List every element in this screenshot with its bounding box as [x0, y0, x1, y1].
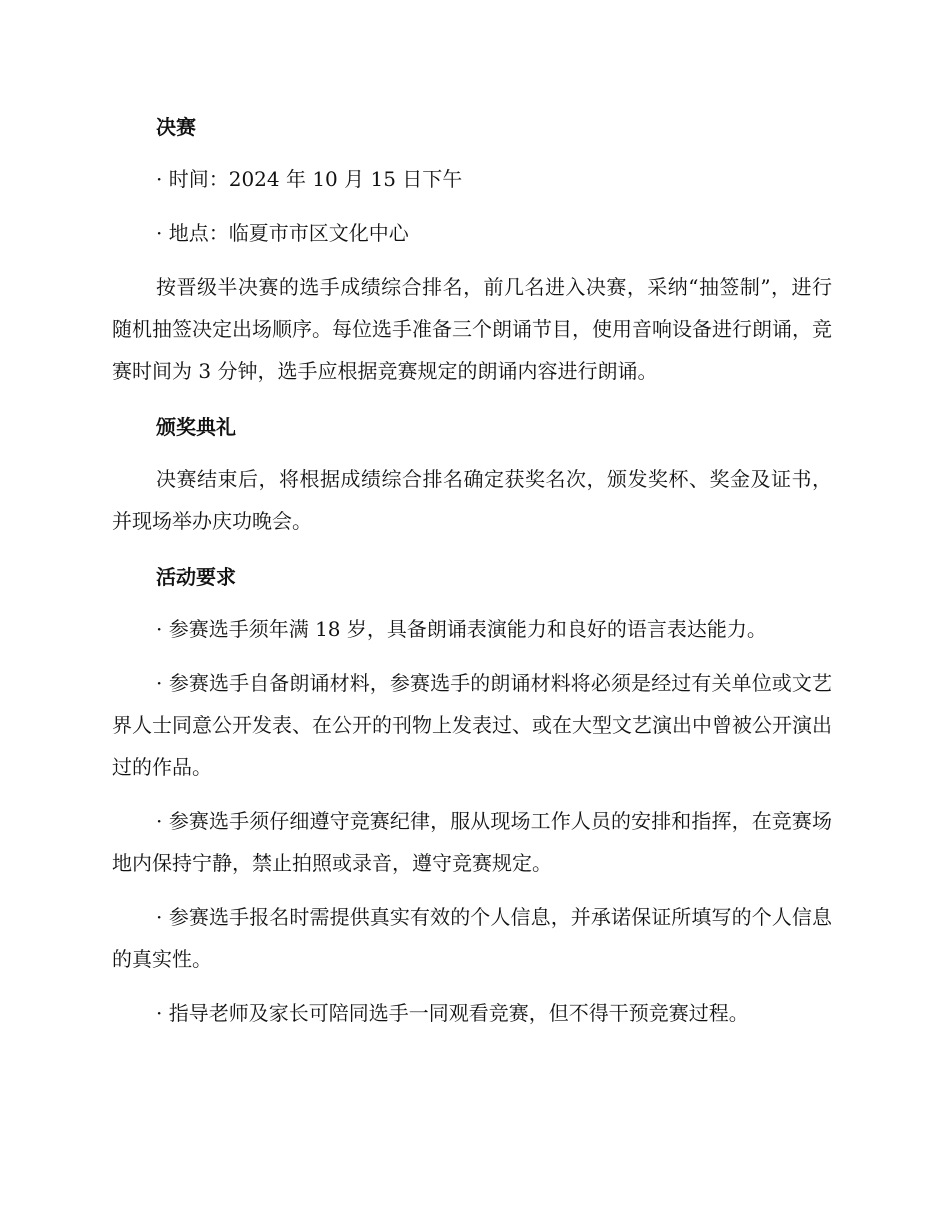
award-description: 决赛结束后，将根据成绩综合排名确定获奖名次，颁发奖杯、奖金及证书，并现场举办庆功晚会。 — [112, 467, 832, 533]
requirement-item: · 参赛选手报名时需提供真实有效的个人信息，并承诺保证所填写的个人信息的真实性。 — [112, 905, 832, 971]
section-heading-final: 决赛 — [156, 115, 196, 139]
requirement-item: · 参赛选手须年满 18 岁，具备朗诵表演能力和良好的语言表达能力。 — [156, 617, 767, 641]
requirement-item: · 参赛选手自备朗诵材料，参赛选手的朗诵材料将必须是经过有关单位或文艺界人士同意公开发表、在公开的刊物上发表过、或在大型文艺演出中曾被公开演出过的作品。 — [112, 671, 832, 779]
section-heading-requirements: 活动要求 — [156, 565, 236, 589]
final-time: · 时间：2024 年 10 月 15 日下午 — [156, 167, 463, 191]
section-heading-award: 颁奖典礼 — [156, 415, 236, 439]
final-description: 按晋级半决赛的选手成绩综合排名，前几名进入决赛，采纳“抽签制”，进行随机抽签决定出场顺序。每位选手准备三个朗诵节目，使用音响设备进行朗诵，竞赛时间为 3 分钟，选手应根据竞赛规定的朗诵内容进行朗诵。 — [112, 275, 832, 383]
document-body — [112, 104, 832, 1046]
requirement-item: · 指导老师及家长可陪同选手一同观看竞赛，但不得干预竞赛过程。 — [156, 1001, 749, 1025]
requirement-item: · 参赛选手须仔细遵守竞赛纪律，服从现场工作人员的安排和指挥，在竞赛场地内保持宁静，禁止拍照或录音，遵守竞赛规定。 — [112, 809, 832, 875]
final-place: · 地点：临夏市市区文化中心 — [156, 221, 409, 245]
